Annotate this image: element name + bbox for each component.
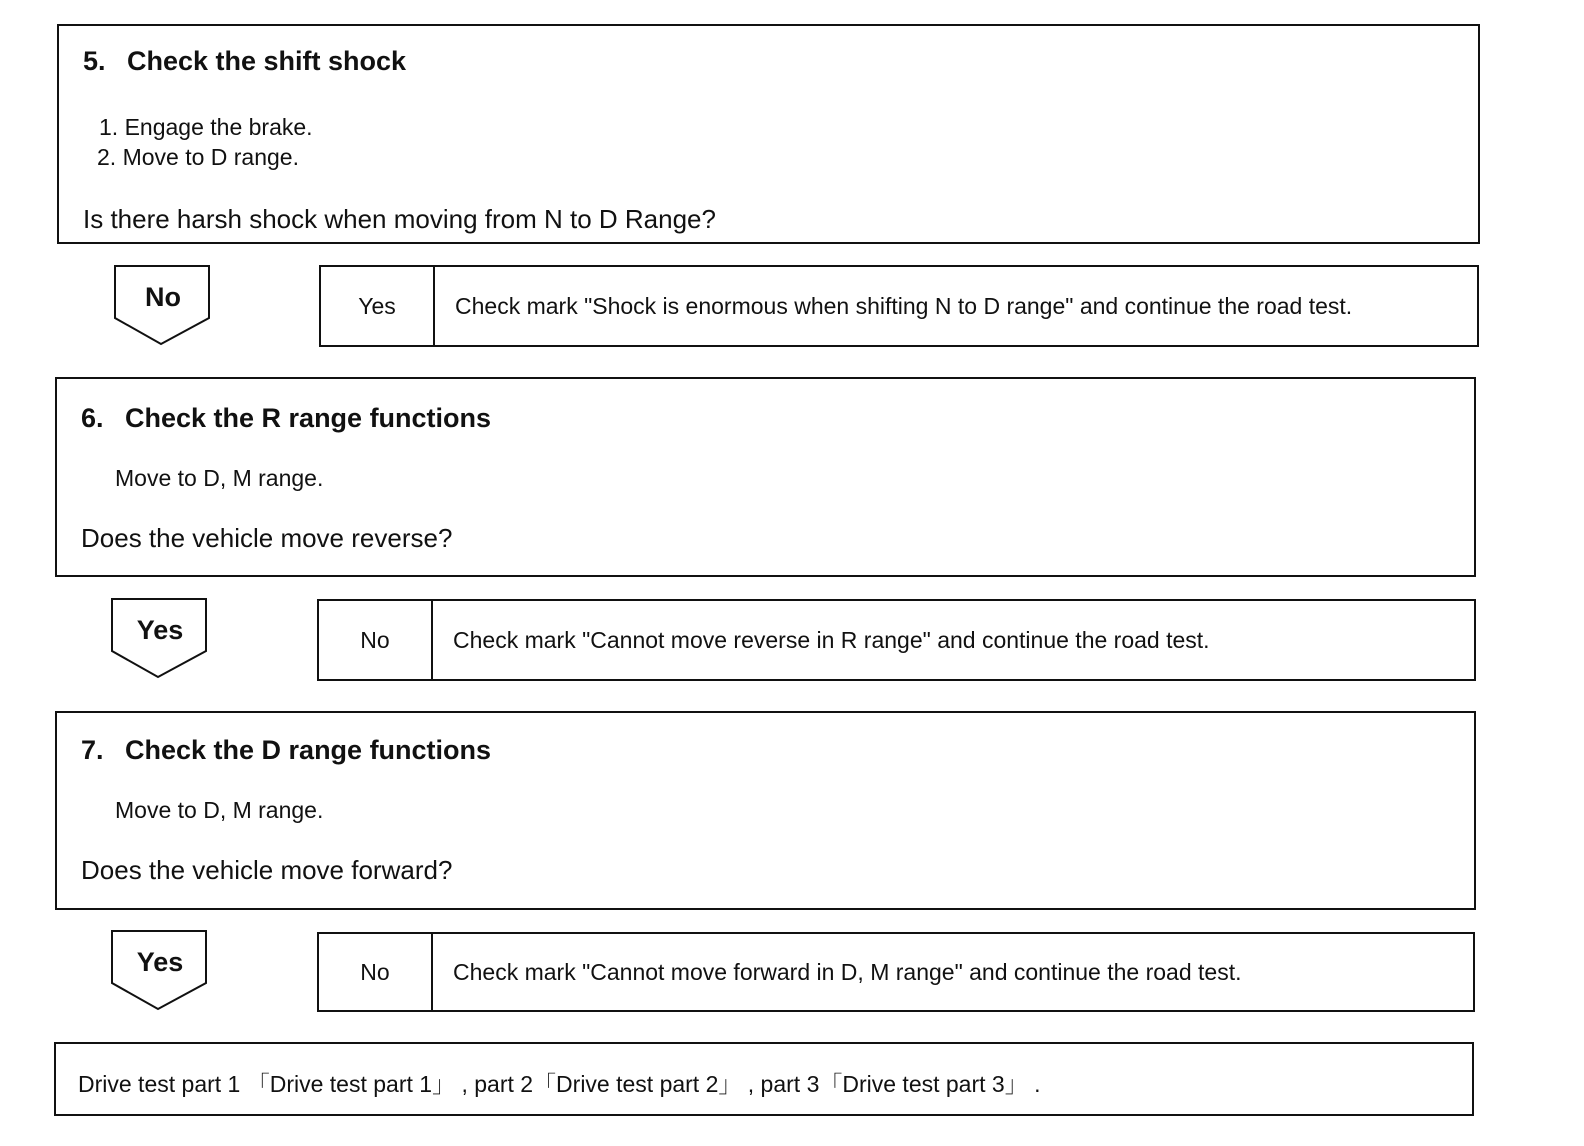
footer-box — [54, 1042, 1474, 1116]
step-5-number: 5. — [83, 46, 106, 76]
step-7-alternative-box — [317, 932, 1475, 1012]
step-6-alt-text: Check mark "Cannot move reverse in R range" and continue the road test. — [453, 626, 1210, 653]
step-5-continue-arrow — [113, 264, 213, 350]
footer-text: Drive test part 1 「Drive test part 1」 , part 2「Drive test part 2」 , part 3「Drive test part 3」 . — [78, 1071, 1041, 1097]
step-5-alt-label: Yes — [321, 267, 435, 345]
step-5-title — [83, 46, 406, 77]
step-5-continue-label: No — [145, 282, 181, 312]
step-5-instruction-1: 1. Engage the brake. — [99, 114, 313, 140]
step-7-continue-arrow — [110, 929, 210, 1015]
step-6-alt-label: No — [319, 601, 433, 679]
step-7-continue-label: Yes — [136, 947, 184, 977]
step-6-title-text: Check the R range functions — [125, 403, 492, 433]
step-6-box — [55, 377, 1476, 577]
step-5-alternative-box — [319, 265, 1479, 347]
step-5-box — [57, 24, 1480, 244]
step-6-instruction-1: Move to D, M range. — [115, 465, 324, 491]
step-7-instruction-1: Move to D, M range. — [115, 797, 324, 823]
step-7-alt-text: Check mark "Cannot move forward in D, M range" and continue the road test. — [453, 958, 1242, 985]
step-6-alternative-box — [317, 599, 1476, 681]
step-5-title-text: Check the shift shock — [127, 46, 407, 76]
step-7-question: Does the vehicle move forward? — [81, 855, 453, 885]
step-7-title — [81, 735, 491, 766]
step-5-question: Is there harsh shock when moving from N to D Range? — [83, 204, 716, 234]
step-6-number: 6. — [81, 403, 104, 433]
step-7-title-text: Check the D range functions — [125, 735, 492, 765]
step-5-instruction-2: 2. Move to D range. — [97, 144, 299, 170]
step-7-number: 7. — [81, 735, 104, 765]
step-6-continue-label: Yes — [136, 615, 184, 645]
step-7-box — [55, 711, 1476, 910]
step-7-alt-label: No — [319, 934, 433, 1010]
step-6-question: Does the vehicle move reverse? — [81, 523, 453, 553]
step-6-continue-arrow — [110, 597, 210, 683]
step-6-title — [81, 403, 491, 434]
step-5-alt-text: Check mark "Shock is enormous when shifting N to D range" and continue the road test. — [455, 292, 1353, 319]
